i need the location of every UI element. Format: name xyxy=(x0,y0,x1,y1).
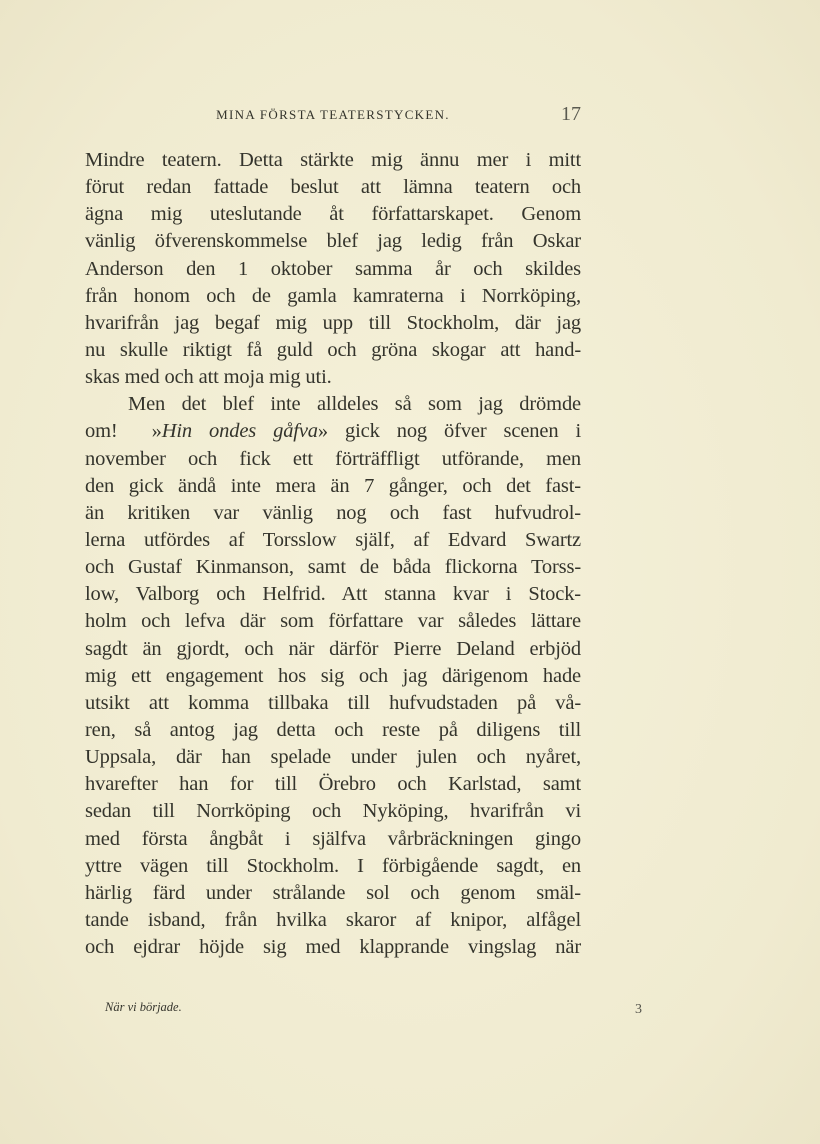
text-line: utsikt att komma tillbaka till hufvudstaden på vå- xyxy=(85,691,581,714)
text-line: skas med och att moja mig uti. xyxy=(85,366,332,389)
text-line: förut redan fattade beslut att lämna teatern och xyxy=(85,176,581,199)
text-segment: » gick nog öfver scenen i xyxy=(317,420,581,443)
text-line: nu skulle riktigt få guld och gröna skogar att hand- xyxy=(85,338,581,361)
text-line: lerna utfördes af Torsslow själf, af Edvard Swartz xyxy=(85,528,581,551)
text-line: november och fick ett förträffligt utförande, men xyxy=(85,447,581,470)
page-footer xyxy=(85,1000,642,1022)
signature-text: När vi började. xyxy=(105,1000,182,1014)
text-line: sedan till Norrköping och Nyköping, hvarifrån vi xyxy=(85,800,581,823)
text-line: mig ett engagement hos sig och jag därigenom hade xyxy=(85,664,581,687)
text-line: tande isband, från hvilka skaror af knipor, alfågel xyxy=(85,908,581,931)
italic-title: Hin ondes gåfva xyxy=(161,420,318,443)
text-line: holm och lefva där som författare var således lättare xyxy=(85,610,581,633)
text-segment: om! » xyxy=(85,420,162,443)
text-line: hvarefter han for till Örebro och Karlstad, samt xyxy=(85,773,581,796)
text-line: Men det blef inte alldeles så som jag drömde xyxy=(128,393,581,416)
body-text xyxy=(85,147,581,961)
page-number: 17 xyxy=(561,103,581,125)
text-line: från honom och de gamla kamraterna i Norrköping, xyxy=(85,284,581,307)
text-line: härlig färd under strålande sol och genom smäl- xyxy=(85,881,581,904)
text-line: Anderson den 1 oktober samma år och skildes xyxy=(85,257,581,280)
running-title: MINA FÖRSTA TEATERSTYCKEN. xyxy=(216,107,450,122)
text-line: och Gustaf Kinmanson, samt de båda flickorna Torss- xyxy=(85,556,581,579)
text-line: Uppsala, där han spelade under julen och nyåret, xyxy=(85,746,581,769)
page-header xyxy=(85,103,581,127)
text-line: vänlig öfverenskommelse blef jag ledig från Oskar xyxy=(85,230,581,253)
text-line: yttre vägen till Stockholm. I förbigående sagdt, en xyxy=(85,854,581,877)
text-line: den gick ändå inte mera än 7 gånger, och det fast- xyxy=(85,474,581,497)
text-line: sagdt än gjordt, och när därför Pierre Deland erbjöd xyxy=(85,637,581,660)
text-line: med första ångbåt i själfva vårbräckningen gingo xyxy=(85,827,581,850)
text-line: ägna mig uteslutande åt författarskapet. Genom xyxy=(85,203,581,226)
text-line xyxy=(85,418,581,445)
text-line: och ejdrar höjde sig med klapprande vingslag när xyxy=(85,936,581,959)
text-line: hvarifrån jag begaf mig upp till Stockholm, där jag xyxy=(85,311,581,334)
signature-mark: 3 xyxy=(635,1002,642,1017)
text-line: ren, så antog jag detta och reste på diligens till xyxy=(85,718,581,741)
text-line: Mindre teatern. Detta stärkte mig ännu mer i mitt xyxy=(85,149,581,171)
text-line: än kritiken var vänlig nog och fast hufvudrol- xyxy=(85,501,581,524)
text-line: low, Valborg och Helfrid. Att stanna kvar i Stock- xyxy=(85,583,581,606)
